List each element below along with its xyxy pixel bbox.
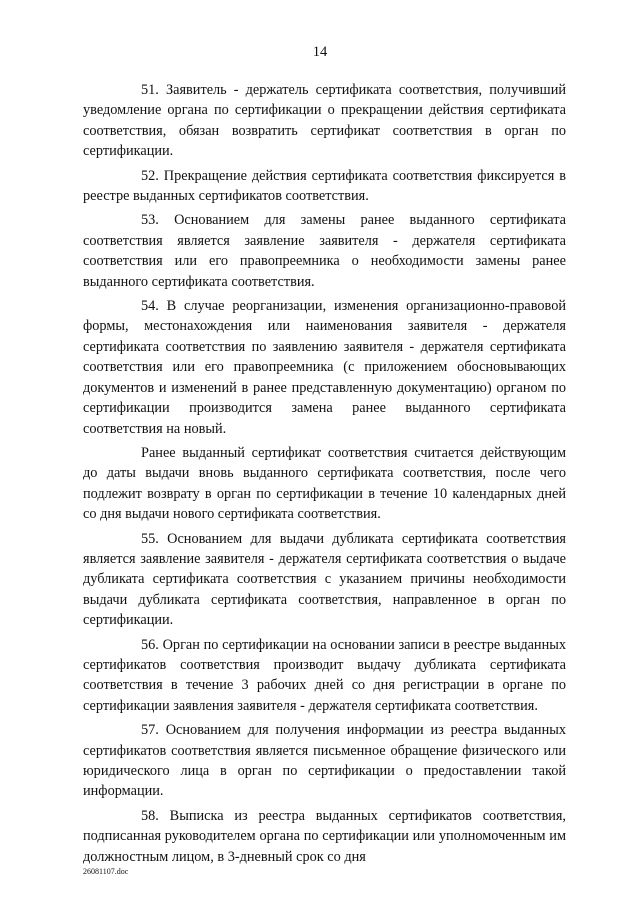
page-number: 14: [312, 44, 328, 60]
paragraph-52: 52. Прекращение действия сертификата соответствия фиксируется в реестре выданных сертификатов соответствия.: [83, 167, 566, 205]
paragraph-51: 51. Заявитель - держатель сертификата соответствия, получивший уведомление органа по сертификации о прекращении действия сертификата соответствия, обязан возвратить сертификат соответствия в орган по сертификации.: [83, 82, 566, 160]
paragraph-53: 53. Основанием для замены ранее выданного сертификата соответствия является заявление заявителя - держателя сертификата соответствия или его правопреемника о необходимости замены ранее выданного сертификата соответствия.: [83, 212, 566, 290]
paragraph-58: 58. Выписка из реестра выданных сертификатов соответствия, подписанная руководителем органа по сертификации или уполномоченным им должностным лицом, в 3-дневный срок со дня: [83, 807, 566, 865]
paragraph-54-continuation: Ранее выданный сертификат соответствия считается действующим до даты выдачи вновь выданного сертификата соответствия, после чего подлежит возврату в орган по сертификации в течение 10 календарных дней со дня выдачи нового сертификата соответствия.: [83, 444, 566, 523]
paragraph-54: 54. В случае реорганизации, изменения организационно-правовой формы, местонахождения или наименования заявителя - держателя сертификата соответствия по заявлению заявителя - держателя сертификата соответствия или его правопреемника (с приложением обосновывающих документов и изменений в ранее представленную документацию) органом по сертификации производится замена ранее выданного сертификата соответствия на новый.: [83, 298, 566, 437]
document-body: [83, 80, 566, 871]
paragraph-57: 57. Основанием для получения информации из реестра выданных сертификатов соответствия является письменное обращение физического или юридического лица в орган по сертификации о предоставлении такой информации.: [83, 722, 566, 800]
paragraph-55: 55. Основанием для выдачи дубликата сертификата соответствия является заявление заявителя - держателя сертификата соответствия о выдаче дубликата сертификата соответствия с указанием причины необходимости выдачи дубликата сертификата соответствия, направленное в орган по сертификации.: [83, 530, 566, 629]
document-file-code: 26081107.doc: [83, 867, 129, 876]
paragraph-56: 56. Орган по сертификации на основании записи в реестре выданных сертификатов соответствия производит выдачу дубликата сертификата соответствия в течение 3 рабочих дней со дня регистрации в органе по сертификации заявления заявителя - держателя сертификата соответствия.: [83, 636, 566, 714]
